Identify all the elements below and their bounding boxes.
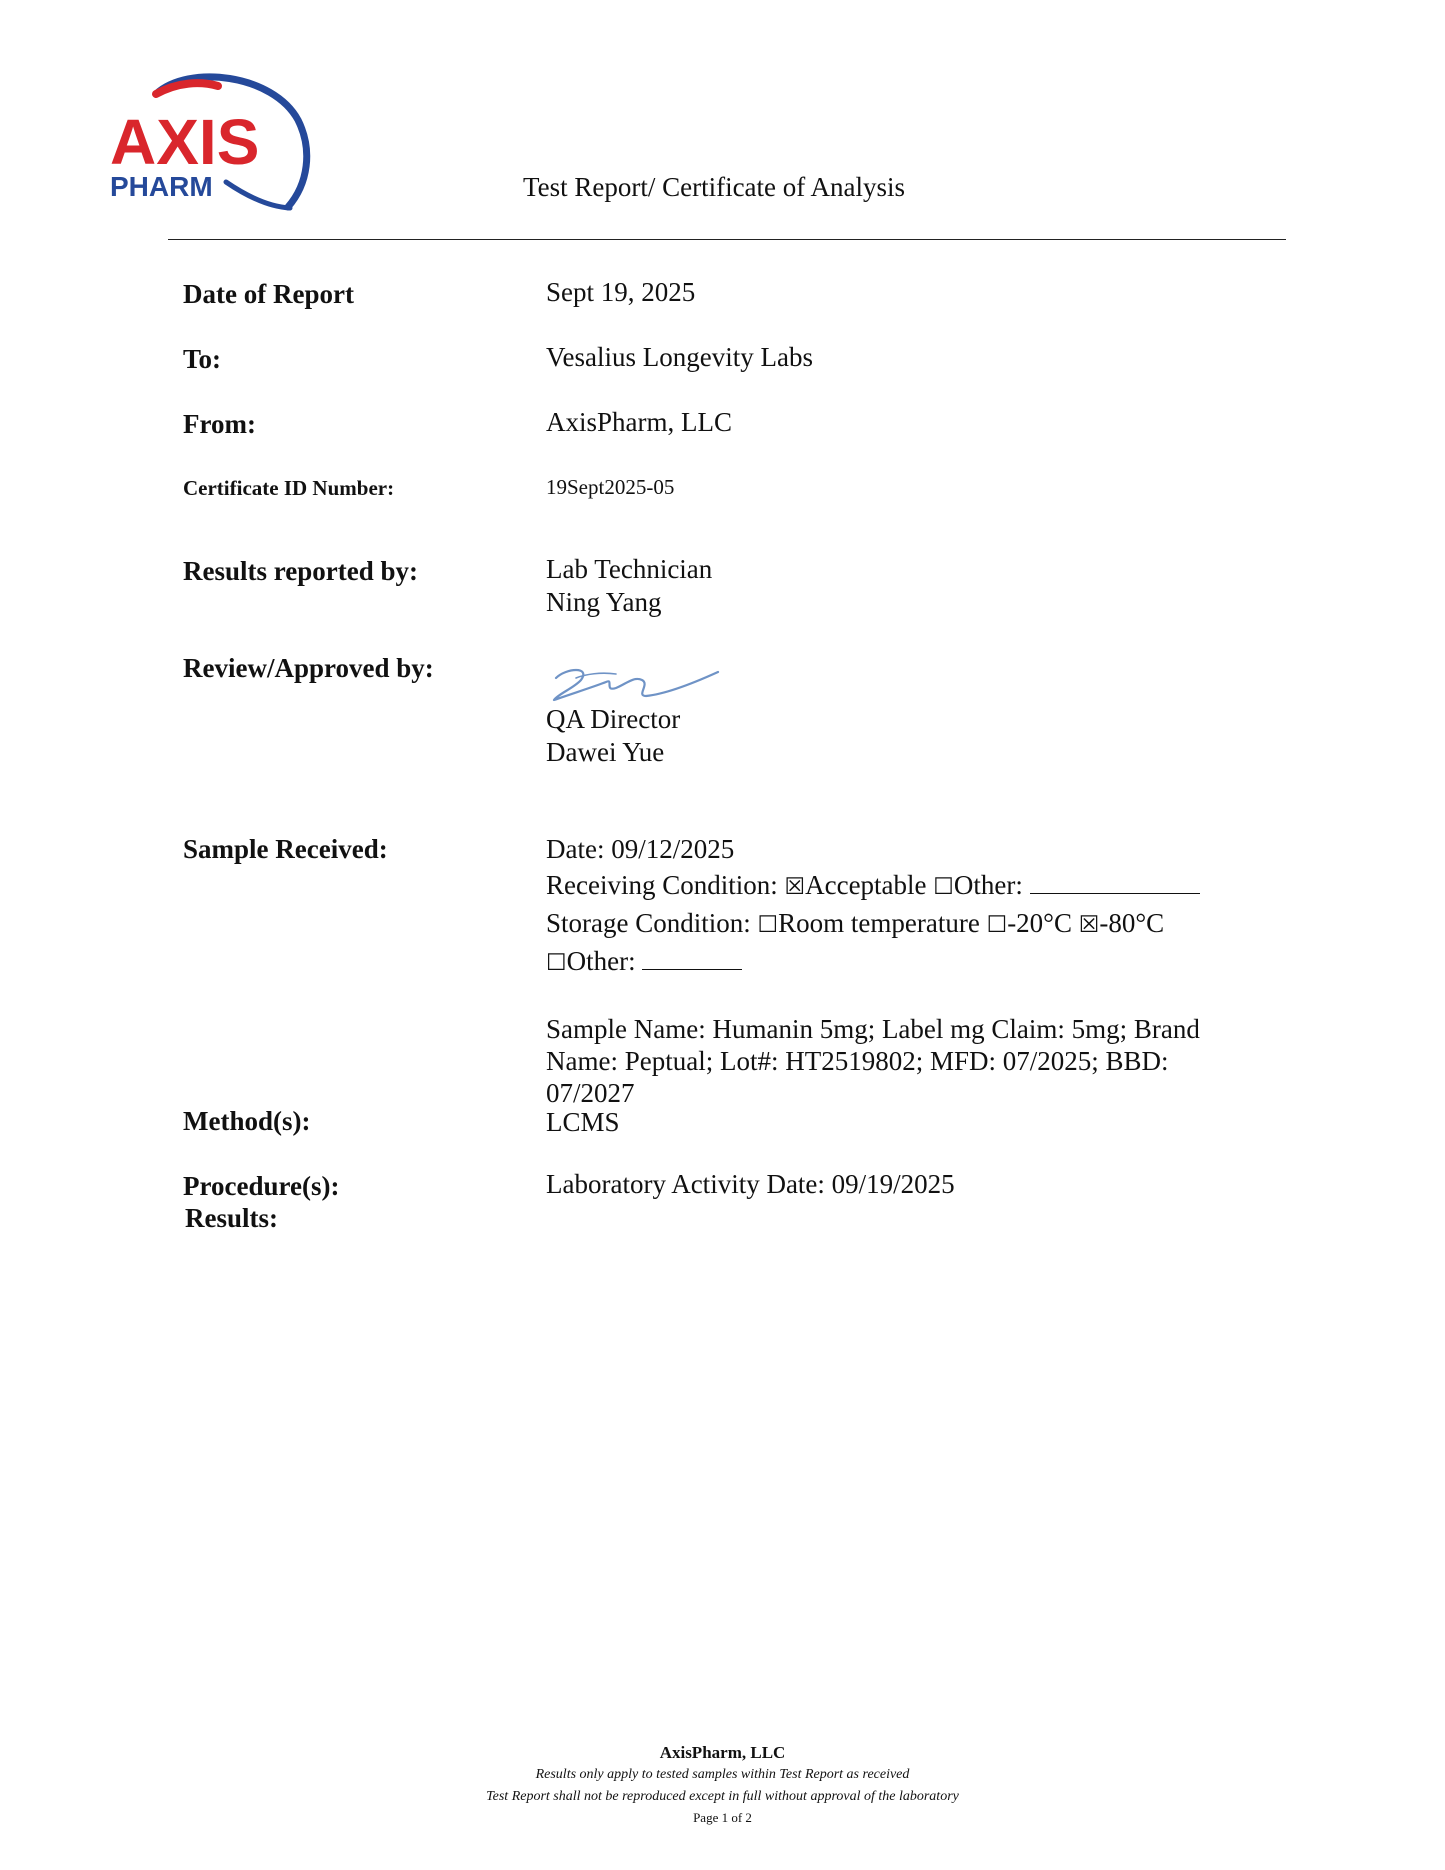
date-of-report-label: Date of Report (183, 279, 354, 309)
receiving-option-acceptable: Acceptable (805, 870, 927, 900)
storage-option-other: Other: (566, 946, 636, 976)
sample-name-block (546, 1013, 1200, 1109)
unchecked-box-icon: ☐ (933, 874, 954, 900)
approver-signature (546, 658, 726, 708)
storage-other-blank (642, 945, 742, 970)
methods-label: Method(s): (183, 1106, 311, 1136)
approver-title: QA Director (546, 704, 681, 734)
svg-text:AXIS: AXIS (110, 106, 260, 178)
sample-received-block (546, 831, 1200, 981)
header-divider (168, 239, 1286, 240)
methods-value: LCMS (546, 1107, 620, 1137)
storage-other-row (546, 943, 1200, 981)
footer-note-1: Results only apply to tested samples within Test Report as received (535, 1767, 910, 1782)
unchecked-box-icon: ☐ (546, 950, 567, 976)
results-reported-by-label: Results reported by: (183, 556, 418, 586)
receiving-other-blank (1030, 869, 1200, 894)
procedures-label: Procedure(s): (183, 1171, 340, 1201)
reporter-name: Ning Yang (546, 587, 662, 617)
sample-name-line-3: 07/2027 (546, 1078, 635, 1108)
approver-name: Dawei Yue (546, 737, 665, 767)
checked-box-icon: ☒ (784, 874, 806, 900)
receiving-option-other: Other: (953, 870, 1023, 900)
results-reported-by-block (546, 553, 712, 619)
page-footer (0, 1742, 1445, 1828)
receiving-condition-label: Receiving Condition: (546, 870, 778, 900)
storage-option-room-temp: Room temperature (778, 908, 980, 938)
review-approved-by-label: Review/Approved by: (183, 653, 434, 683)
footer-company: AxisPharm, LLC (659, 1743, 786, 1762)
storage-option-minus20: -20°C (1007, 908, 1072, 938)
results-label: Results: (185, 1203, 278, 1233)
checked-box-icon: ☒ (1078, 912, 1100, 938)
receiving-condition-row (546, 867, 1200, 905)
to-value: Vesalius Longevity Labs (546, 342, 813, 372)
to-label: To: (183, 344, 222, 374)
sample-name-line-2: Name: Peptual; Lot#: HT2519802; MFD: 07/2025; BBD: (546, 1046, 1169, 1076)
procedures-value: Laboratory Activity Date: 09/19/2025 (546, 1169, 955, 1199)
storage-condition-row (546, 905, 1200, 943)
sample-name-line-1: Sample Name: Humanin 5mg; Label mg Claim: 5mg; Brand (546, 1014, 1200, 1044)
document-title: Test Report/ Certificate of Analysis (523, 172, 906, 202)
date-of-report-value: Sept 19, 2025 (546, 277, 696, 307)
storage-condition-label: Storage Condition: (546, 908, 751, 938)
sample-received-label: Sample Received: (183, 834, 388, 864)
axispharm-logo (108, 72, 328, 217)
from-label: From: (183, 409, 256, 439)
storage-option-minus80: -80°C (1099, 908, 1165, 938)
svg-text:PHARM: PHARM (110, 171, 213, 202)
unchecked-box-icon: ☐ (986, 912, 1008, 938)
certificate-id-label: Certificate ID Number: (183, 476, 395, 500)
unchecked-box-icon: ☐ (757, 912, 779, 938)
review-approved-by-block (546, 703, 680, 769)
reporter-title: Lab Technician (546, 554, 713, 584)
footer-note-2: Test Report shall not be reproduced except in full without approval of the laboratory (486, 1789, 959, 1804)
sample-received-date: Date: 09/12/2025 (546, 834, 735, 864)
certificate-id-value: 19Sept2025-05 (546, 475, 675, 499)
from-value: AxisPharm, LLC (546, 407, 732, 437)
page-number: Page 1 of 2 (693, 1810, 752, 1825)
